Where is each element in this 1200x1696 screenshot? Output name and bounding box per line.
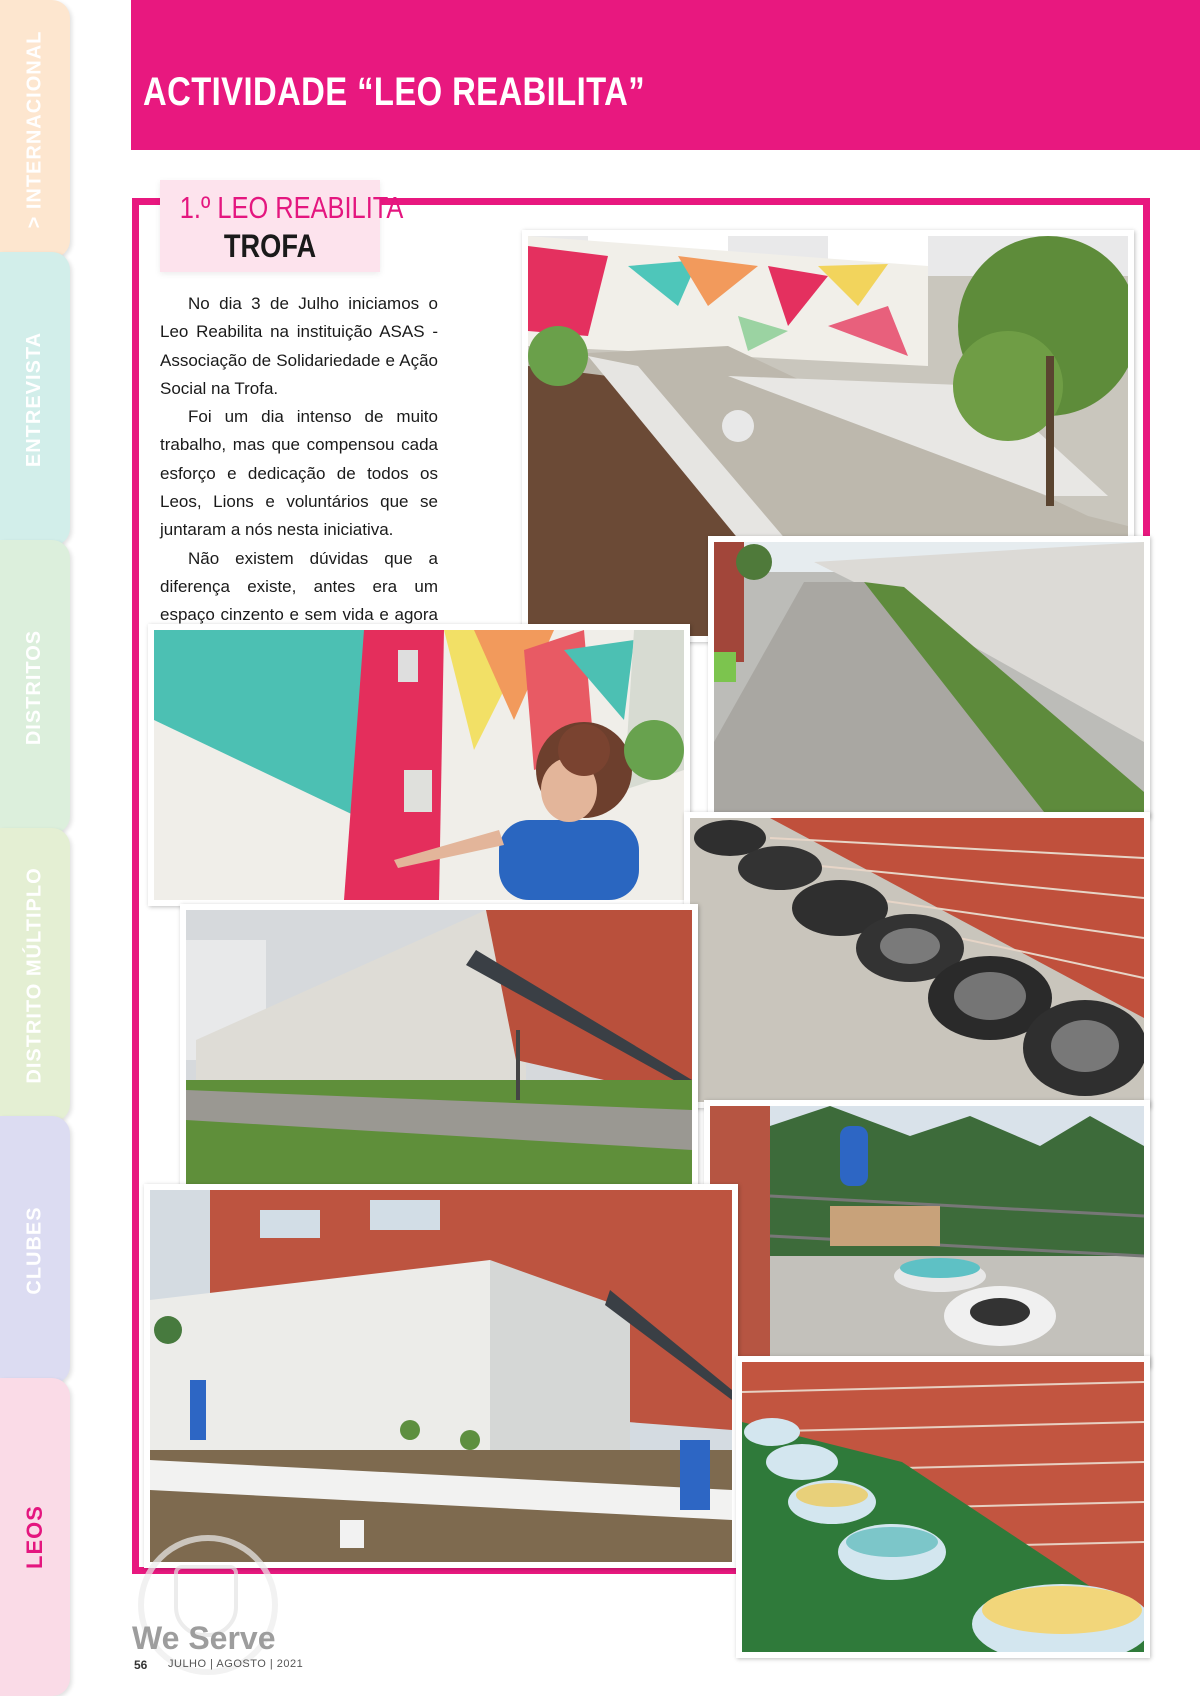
page-title: ACTIVIDADE “LEO REABILITA” [143,70,646,114]
tab-distrito-multiplo[interactable] [0,828,70,1122]
photo-grey-wall-path [708,536,1150,818]
photo-painting-mural [148,624,690,906]
tab-leos[interactable] [0,1378,70,1696]
tab-entrevista[interactable] [0,252,70,546]
tab-label: DISTRITOS [23,629,46,745]
photo-tyres-brick-wall [684,812,1150,1108]
tab-label: > INTERNACIONAL [23,30,46,228]
issue-date: JULHO | AGOSTO | 2021 [168,1658,304,1670]
brand-tagline: We Serve [132,1620,276,1656]
section-subtitle: TROFA [223,228,317,264]
paragraph: Não existem dúvidas que a diferença existe, antes era um espaço cinzento e sem vida e agora [160,548,438,625]
photo-terrace-tyre-seats [704,1100,1150,1368]
paragraph: No dia 3 de Julho iniciamos o Leo Reabilita na instituição ASAS - Associação de Solidariedade e Ação Social na Trofa. [160,294,438,398]
section-title: 1.º LEO REABILITA [179,190,404,225]
page-number: 56 [134,1658,148,1672]
photo-wall-stairs-before [180,904,698,1196]
photo-volunteers-painting-wall [144,1184,738,1568]
section-tabs [0,0,72,1696]
paragraph: Foi um dia intenso de muito trabalho, mas que compensou cada esforço e dedicação de todos os Leos, Lions e voluntários que se juntaram a nós nesta iniciativa. [160,407,438,540]
tab-label: DISTRITO MÚLTIPLO [23,866,46,1084]
page-header [131,0,1200,150]
tab-label: LEOS [22,1505,47,1569]
tab-clubes[interactable] [0,1116,70,1384]
tab-label: ENTREVISTA [23,331,46,467]
section-label [160,180,404,272]
tab-label: CLUBES [23,1205,46,1295]
photo-tyre-seats-grass [736,1356,1150,1658]
tab-internacional[interactable] [0,0,70,258]
tab-distritos[interactable] [0,540,70,834]
